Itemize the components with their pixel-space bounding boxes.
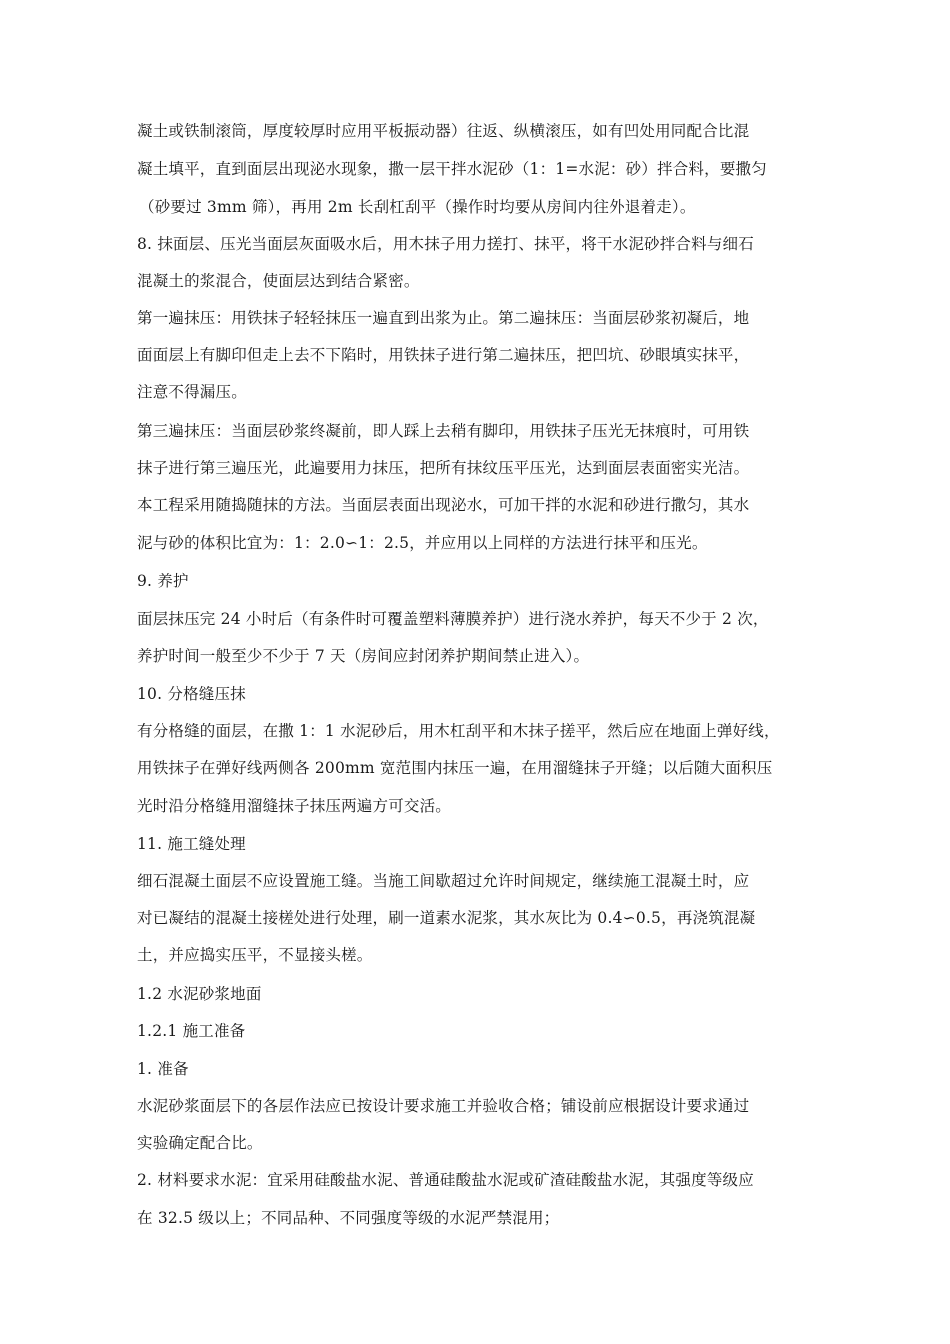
text-line: 面层抹压完 24 小时后（有条件时可覆盖塑料薄膜养护）进行浇水养护，每天不少于 2 次，: [137, 610, 769, 628]
text-line: 水泥砂浆面层下的各层作法应已按设计要求施工并验收合格；铺设前应根据设计要求通过: [137, 1097, 750, 1115]
text-line: 2. 材料要求水泥：宜采用硅酸盐水泥、普通硅酸盐水泥或矿渣硅酸盐水泥，其强度等级应: [137, 1171, 754, 1189]
text-line: （砂要过 3mm 筛），再用 2m 长刮杠刮平（操作时均要从房间内往外退着走）。: [139, 198, 696, 216]
section-heading: 10. 分格缝压抹: [137, 685, 246, 703]
section-heading: 9. 养护: [137, 572, 189, 590]
text-line: 抹子进行第三遍压光，此遍要用力抹压，把所有抹纹压平压光，达到面层表面密实光洁。: [137, 459, 750, 477]
text-line: 凝土填平，直到面层出现泌水现象，撒一层干拌水泥砂（1：1=水泥：砂）拌合料，要撒匀: [137, 160, 767, 178]
text-line: 对已凝结的混凝土接槎处进行处理，刷一道素水泥浆，其水灰比为 0.4∽0.5，再浇筑混凝: [137, 909, 756, 927]
text-line: 凝土或铁制滚筒，厚度较厚时应用平板振动器）往返、纵横滚压，如有凹处用同配合比混: [137, 122, 750, 140]
text-line: 土，并应捣实压平，不显接头槎。: [137, 946, 373, 964]
text-line: 实验确定配合比。: [137, 1134, 263, 1152]
text-line: 养护时间一般至少不少于 7 天（房间应封闭养护期间禁止进入）。: [137, 647, 590, 665]
text-line: 第一遍抹压：用铁抹子轻轻抹压一遍直到出浆为止。第二遍抹压：当面层砂浆初凝后，地: [137, 309, 750, 327]
text-line: 混凝土的浆混合，使面层达到结合紧密。: [137, 272, 420, 290]
section-heading: 1. 准备: [137, 1060, 189, 1078]
section-heading: 11. 施工缝处理: [137, 835, 246, 853]
text-line: 泥与砂的体积比宜为：1：2.0∽1：2.5，并应用以上同样的方法进行抹平和压光。: [137, 534, 708, 552]
section-heading: 1.2 水泥砂浆地面: [137, 985, 262, 1003]
text-line: 注意不得漏压。: [137, 383, 247, 401]
text-line: 用铁抹子在弹好线两侧各 200mm 宽范围内抹压一遍，在用溜缝抹子开缝；以后随大面积压: [137, 759, 773, 777]
text-line: 第三遍抹压：当面层砂浆终凝前，即人踩上去稍有脚印，用铁抹子压光无抹痕时，可用铁: [137, 422, 750, 440]
text-line: 面面层上有脚印但走上去不下陷时，用铁抹子进行第二遍抹压，把凹坑、砂眼填实抹平，: [137, 346, 750, 364]
text-line: 8. 抹面层、压光当面层灰面吸水后，用木抹子用力搓打、抹平，将干水泥砂拌合料与细石: [137, 235, 754, 253]
text-line: 本工程采用随捣随抹的方法。当面层表面出现泌水，可加干拌的水泥和砂进行撒匀，其水: [137, 496, 750, 514]
text-line: 有分格缝的面层，在撒 1：1 水泥砂后，用木杠刮平和木抹子搓平，然后应在地面上弹好线，: [137, 722, 780, 740]
section-heading: 1.2.1 施工准备: [137, 1022, 246, 1040]
text-line: 在 32.5 级以上；不同品种、不同强度等级的水泥严禁混用；: [137, 1209, 560, 1227]
text-line: 光时沿分格缝用溜缝抹子抹压两遍方可交活。: [137, 797, 452, 815]
text-line: 细石混凝土面层不应设置施工缝。当施工间歇超过允许时间规定，继续施工混凝土时，应: [137, 872, 750, 890]
